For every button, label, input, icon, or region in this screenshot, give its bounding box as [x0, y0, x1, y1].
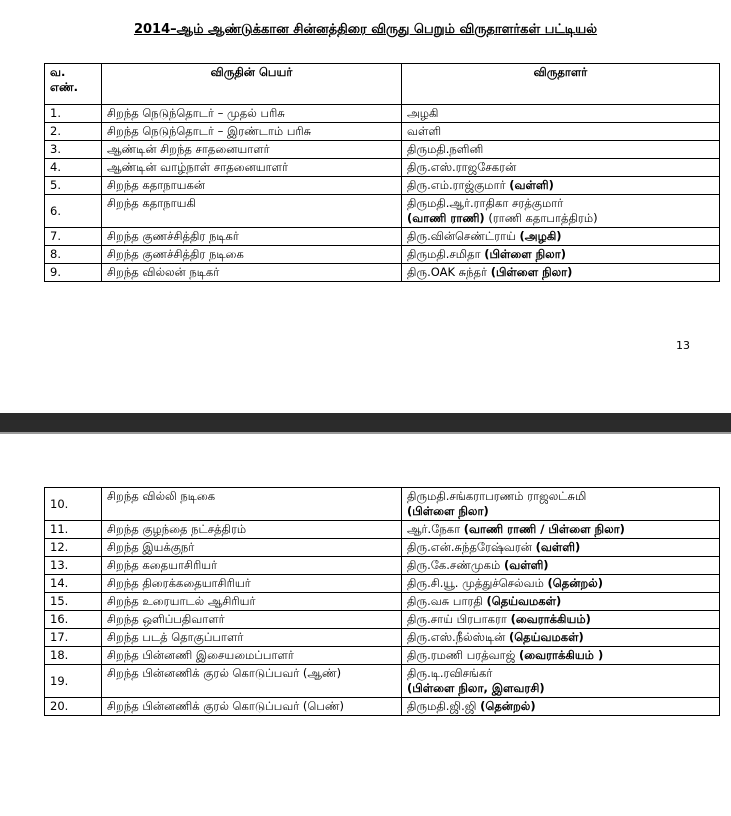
winner-cell: [402, 488, 720, 521]
winner-name: வள்ளி: [407, 124, 442, 138]
table-row: [45, 647, 720, 665]
row-number: 2.: [45, 123, 102, 141]
winner-name: திரு.ரமணி பரத்வாஜ்: [407, 648, 519, 662]
table-row: [45, 159, 720, 177]
row-number: 3.: [45, 141, 102, 159]
table-row: [45, 177, 720, 195]
winner-show: (தெய்வமகள்): [508, 630, 584, 644]
winner-show: (தென்றல்): [480, 699, 536, 713]
row-number: 7.: [45, 228, 102, 246]
award-name: சிறந்த திரைக்கதையாசிரியர்: [102, 575, 402, 593]
winner-show: (வள்ளி): [509, 178, 554, 192]
column-header-number: வ. எண்.: [45, 64, 102, 105]
row-number: 20.: [45, 698, 102, 716]
row-number: 9.: [45, 264, 102, 282]
row-number: 10.: [45, 488, 102, 521]
award-name: சிறந்த இயக்குநர்: [102, 539, 402, 557]
winner-name: திருமதி.நளினி: [407, 142, 484, 156]
winner-name: திரு.எஸ்.ராஜசேகரன்: [407, 160, 517, 174]
award-name: சிறந்த கதையாசிரியர்: [102, 557, 402, 575]
row-number: 13.: [45, 557, 102, 575]
table-header-row: [45, 64, 720, 105]
winner-cell: [402, 575, 720, 593]
winner-name: திரு.கே.சண்முகம்: [407, 558, 504, 572]
winner-show: (அழகி): [519, 229, 562, 243]
award-name: சிறந்த உரையாடல் ஆசிரியர்: [102, 593, 402, 611]
award-name: சிறந்த நெடுந்தொடர் – இரண்டாம் பரிசு: [102, 123, 402, 141]
table-row: [45, 264, 720, 282]
table-row: [45, 521, 720, 539]
winner-cell: [402, 557, 720, 575]
row-number: 19.: [45, 665, 102, 698]
table-row: [45, 488, 720, 521]
winner-cell: [402, 123, 720, 141]
award-name: சிறந்த கதாநாயகி: [102, 195, 402, 228]
row-number: 1.: [45, 105, 102, 123]
award-name: சிறந்த குழந்தை நட்சத்திரம்: [102, 521, 402, 539]
award-name: ஆண்டின் வாழ்நாள் சாதனையாளர்: [102, 159, 402, 177]
row-number: 8.: [45, 246, 102, 264]
table-row: [45, 575, 720, 593]
page-number: 13: [676, 339, 690, 352]
table-row: [45, 246, 720, 264]
row-number: 6.: [45, 195, 102, 228]
award-name: சிறந்த பின்னணிக் குரல் கொடுப்பவர் (ஆண்): [102, 665, 402, 698]
table-row: [45, 665, 720, 698]
winner-show: (பிள்ளை நிலா): [490, 265, 573, 279]
winner-show: (பிள்ளை நிலா): [484, 247, 566, 261]
winner-cell: [402, 521, 720, 539]
page-break-shadow: [0, 432, 731, 434]
award-name: சிறந்த ஒளிப்பதிவாளர்: [102, 611, 402, 629]
winner-name: திருமதி.ஆர்.ராதிகா சரத்குமார்: [407, 196, 564, 210]
table-row: [45, 698, 720, 716]
winner-role: (ராணி கதாபாத்திரம்): [484, 211, 598, 225]
column-header-winner: விருதாளர்: [402, 64, 720, 105]
winner-name: அழகி: [407, 106, 439, 120]
winner-cell: [402, 159, 720, 177]
table-row: [45, 105, 720, 123]
winner-name: திரு.OAK சுந்தர்: [407, 265, 491, 279]
winner-name: திரு.வசு பாரதி: [407, 594, 487, 608]
awards-table-page-1: [44, 63, 720, 282]
winner-name: திருமதி.ஜி.ஜி: [407, 699, 481, 713]
winner-show: (தென்றல்): [547, 576, 603, 590]
winner-show: (வள்ளி): [535, 540, 581, 554]
winner-cell: [402, 629, 720, 647]
winner-cell: [402, 611, 720, 629]
award-name: சிறந்த நெடுந்தொடர் – முதல் பரிசு: [102, 105, 402, 123]
winner-name: ஆர்.நேகா: [407, 522, 464, 536]
awards-table-page-2: [44, 487, 720, 716]
winner-show: (வாணி ராணி): [407, 211, 485, 225]
table-row: [45, 228, 720, 246]
winner-cell: [402, 698, 720, 716]
winner-name: திரு.டி.ரவிசங்கர்: [407, 666, 493, 680]
row-number: 17.: [45, 629, 102, 647]
winner-show: (வாணி ராணி / பிள்ளை நிலா): [463, 522, 625, 536]
row-number: 5.: [45, 177, 102, 195]
winner-show: (வைராக்கியம்): [510, 612, 591, 626]
winner-show: (வைராக்கியம் ): [518, 648, 604, 662]
winner-name: திரு.வின்செண்ட்ராய்: [407, 229, 520, 243]
award-name: சிறந்த பின்னணிக் குரல் கொடுப்பவர் (பெண்): [102, 698, 402, 716]
table-row: [45, 593, 720, 611]
winner-cell: [402, 246, 720, 264]
winner-name: திரு.எம்.ராஜ்குமார்: [407, 178, 510, 192]
winner-cell: [402, 665, 720, 698]
award-name: சிறந்த வில்லன் நடிகர்: [102, 264, 402, 282]
row-number: 4.: [45, 159, 102, 177]
row-number: 11.: [45, 521, 102, 539]
row-number: 18.: [45, 647, 102, 665]
document-title: 2014–ஆம் ஆண்டுக்கான சின்னத்திரை விருது பெறும் விருதாளர்கள் பட்டியல்: [133, 22, 598, 37]
winner-show: (வள்ளி): [503, 558, 549, 572]
winner-cell: [402, 195, 720, 228]
table-row: [45, 195, 720, 228]
award-name: சிறந்த படத் தொகுப்பாளர்: [102, 629, 402, 647]
page-break-divider: [0, 413, 731, 432]
winner-cell: [402, 647, 720, 665]
winner-show: (பிள்ளை நிலா): [407, 504, 489, 518]
winner-cell: [402, 228, 720, 246]
row-number: 14.: [45, 575, 102, 593]
winner-show: (தெய்வமகள்): [486, 594, 562, 608]
winner-cell: [402, 177, 720, 195]
award-name: சிறந்த பின்னணி இசையமைப்பாளர்: [102, 647, 402, 665]
winner-name: திரு.என்.சுந்தரேஷ்வரன்: [407, 540, 536, 554]
row-number: 15.: [45, 593, 102, 611]
winner-name: திரு.சி.யூ. முத்துச்செல்வம்: [407, 576, 548, 590]
row-number: 16.: [45, 611, 102, 629]
award-name: சிறந்த வில்லி நடிகை: [102, 488, 402, 521]
winner-name: திருமதி.சங்கராபரணம் ராஜலட்சுமி: [407, 489, 587, 503]
award-name: ஆண்டின் சிறந்த சாதனையாளர்: [102, 141, 402, 159]
winner-name: திருமதி.சமிதா: [407, 247, 485, 261]
table-row: [45, 611, 720, 629]
winner-cell: [402, 264, 720, 282]
winner-cell: [402, 593, 720, 611]
table-row: [45, 141, 720, 159]
winner-name: திரு.எஸ்.நீல்ஸ்டின்: [407, 630, 509, 644]
winner-cell: [402, 105, 720, 123]
table-row: [45, 123, 720, 141]
winner-cell: [402, 539, 720, 557]
table-row: [45, 539, 720, 557]
table-row: [45, 629, 720, 647]
column-header-award: விருதின் பெயர்: [102, 64, 402, 105]
award-name: சிறந்த குணச்சித்திர நடிகை: [102, 246, 402, 264]
award-name: சிறந்த கதாநாயகன்: [102, 177, 402, 195]
row-number: 12.: [45, 539, 102, 557]
award-name: சிறந்த குணச்சித்திர நடிகர்: [102, 228, 402, 246]
table-row: [45, 557, 720, 575]
winner-name: திரு.சாய் பிரபாகரா: [407, 612, 511, 626]
winner-cell: [402, 141, 720, 159]
winner-show: (பிள்ளை நிலா, இளவரசி): [407, 681, 545, 695]
